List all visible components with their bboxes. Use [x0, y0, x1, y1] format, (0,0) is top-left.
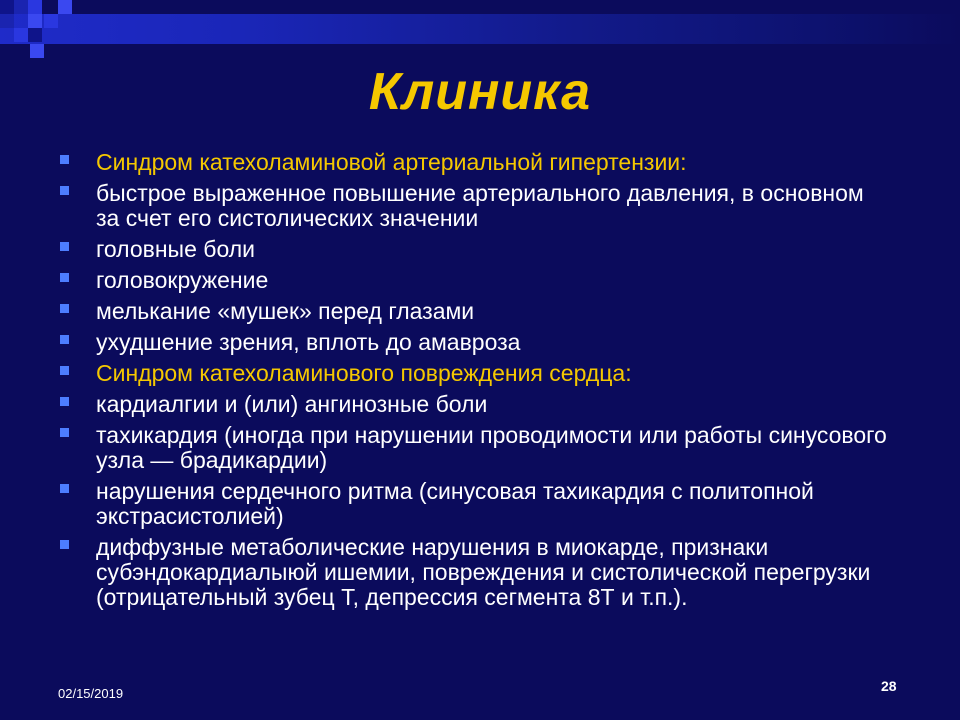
- list-item-text: тахикардия (иногда при нарушении проводимости или работы синусового узла — брадикардии): [96, 422, 887, 473]
- list-item: [60, 392, 890, 417]
- decor-square: [28, 0, 42, 14]
- square-bullet-icon: [60, 273, 69, 282]
- slide-title: Клиника: [368, 63, 592, 121]
- footer-date: 02/15/2019: [58, 686, 124, 701]
- square-bullet-icon: [60, 335, 69, 344]
- list-item-text: головные боли: [96, 236, 256, 262]
- list-item-text: Синдром катехоламинового повреждения сердца:: [96, 360, 632, 386]
- decor-square: [14, 0, 28, 14]
- list-item: [60, 535, 890, 610]
- decor-square: [30, 44, 44, 58]
- square-bullet-icon: [60, 397, 69, 406]
- decor-square: [0, 0, 14, 14]
- list-item-text: мелькание «мушек» перед глазами: [96, 298, 475, 324]
- bullet-list: [60, 150, 890, 616]
- list-item-text: кардиалгии и (или) ангинозные боли: [96, 391, 488, 417]
- square-bullet-icon: [60, 366, 69, 375]
- list-item-text: Синдром катехоламиновой артериальной гипертензии:: [96, 149, 687, 175]
- decorative-top-bar: [0, 14, 960, 44]
- list-item-text: быстрое выраженное повышение артериального давления, в основном за счет его систолических значении: [96, 180, 864, 231]
- square-bullet-icon: [60, 242, 69, 251]
- list-item-text: ухудшение зрения, вплоть до амавроза: [96, 329, 521, 355]
- list-item-text: диффузные метаболические нарушения в миокарде, признаки субэндокардиалыюй ишемии, повреждения и систолической перегрузки (отрицательный зубец Т, депрессия сегмента 8Т и т.п.).: [96, 534, 871, 610]
- list-item: [60, 299, 890, 324]
- list-item: [60, 423, 890, 473]
- list-item: [60, 181, 890, 231]
- square-bullet-icon: [60, 155, 69, 164]
- decor-square: [0, 14, 14, 28]
- list-item: [60, 237, 890, 262]
- list-item-text: нарушения сердечного ритма (синусовая тахикардия с политопной экстрасистолией): [96, 478, 814, 529]
- list-item: [60, 361, 890, 386]
- square-bullet-icon: [60, 186, 69, 195]
- list-item: [60, 268, 890, 293]
- decor-square: [28, 28, 42, 42]
- square-bullet-icon: [60, 540, 69, 549]
- decor-square: [14, 28, 28, 42]
- decor-square: [44, 14, 58, 28]
- decor-square: [28, 14, 42, 28]
- square-bullet-icon: [60, 484, 69, 493]
- square-bullet-icon: [60, 428, 69, 437]
- list-item: [60, 330, 890, 355]
- square-bullet-icon: [60, 304, 69, 313]
- decor-square: [58, 0, 72, 14]
- list-item: [60, 150, 890, 175]
- decorative-corner-squares: [0, 0, 80, 60]
- list-item-text: головокружение: [96, 267, 269, 293]
- list-item: [60, 479, 890, 529]
- page-number: 28: [881, 678, 897, 694]
